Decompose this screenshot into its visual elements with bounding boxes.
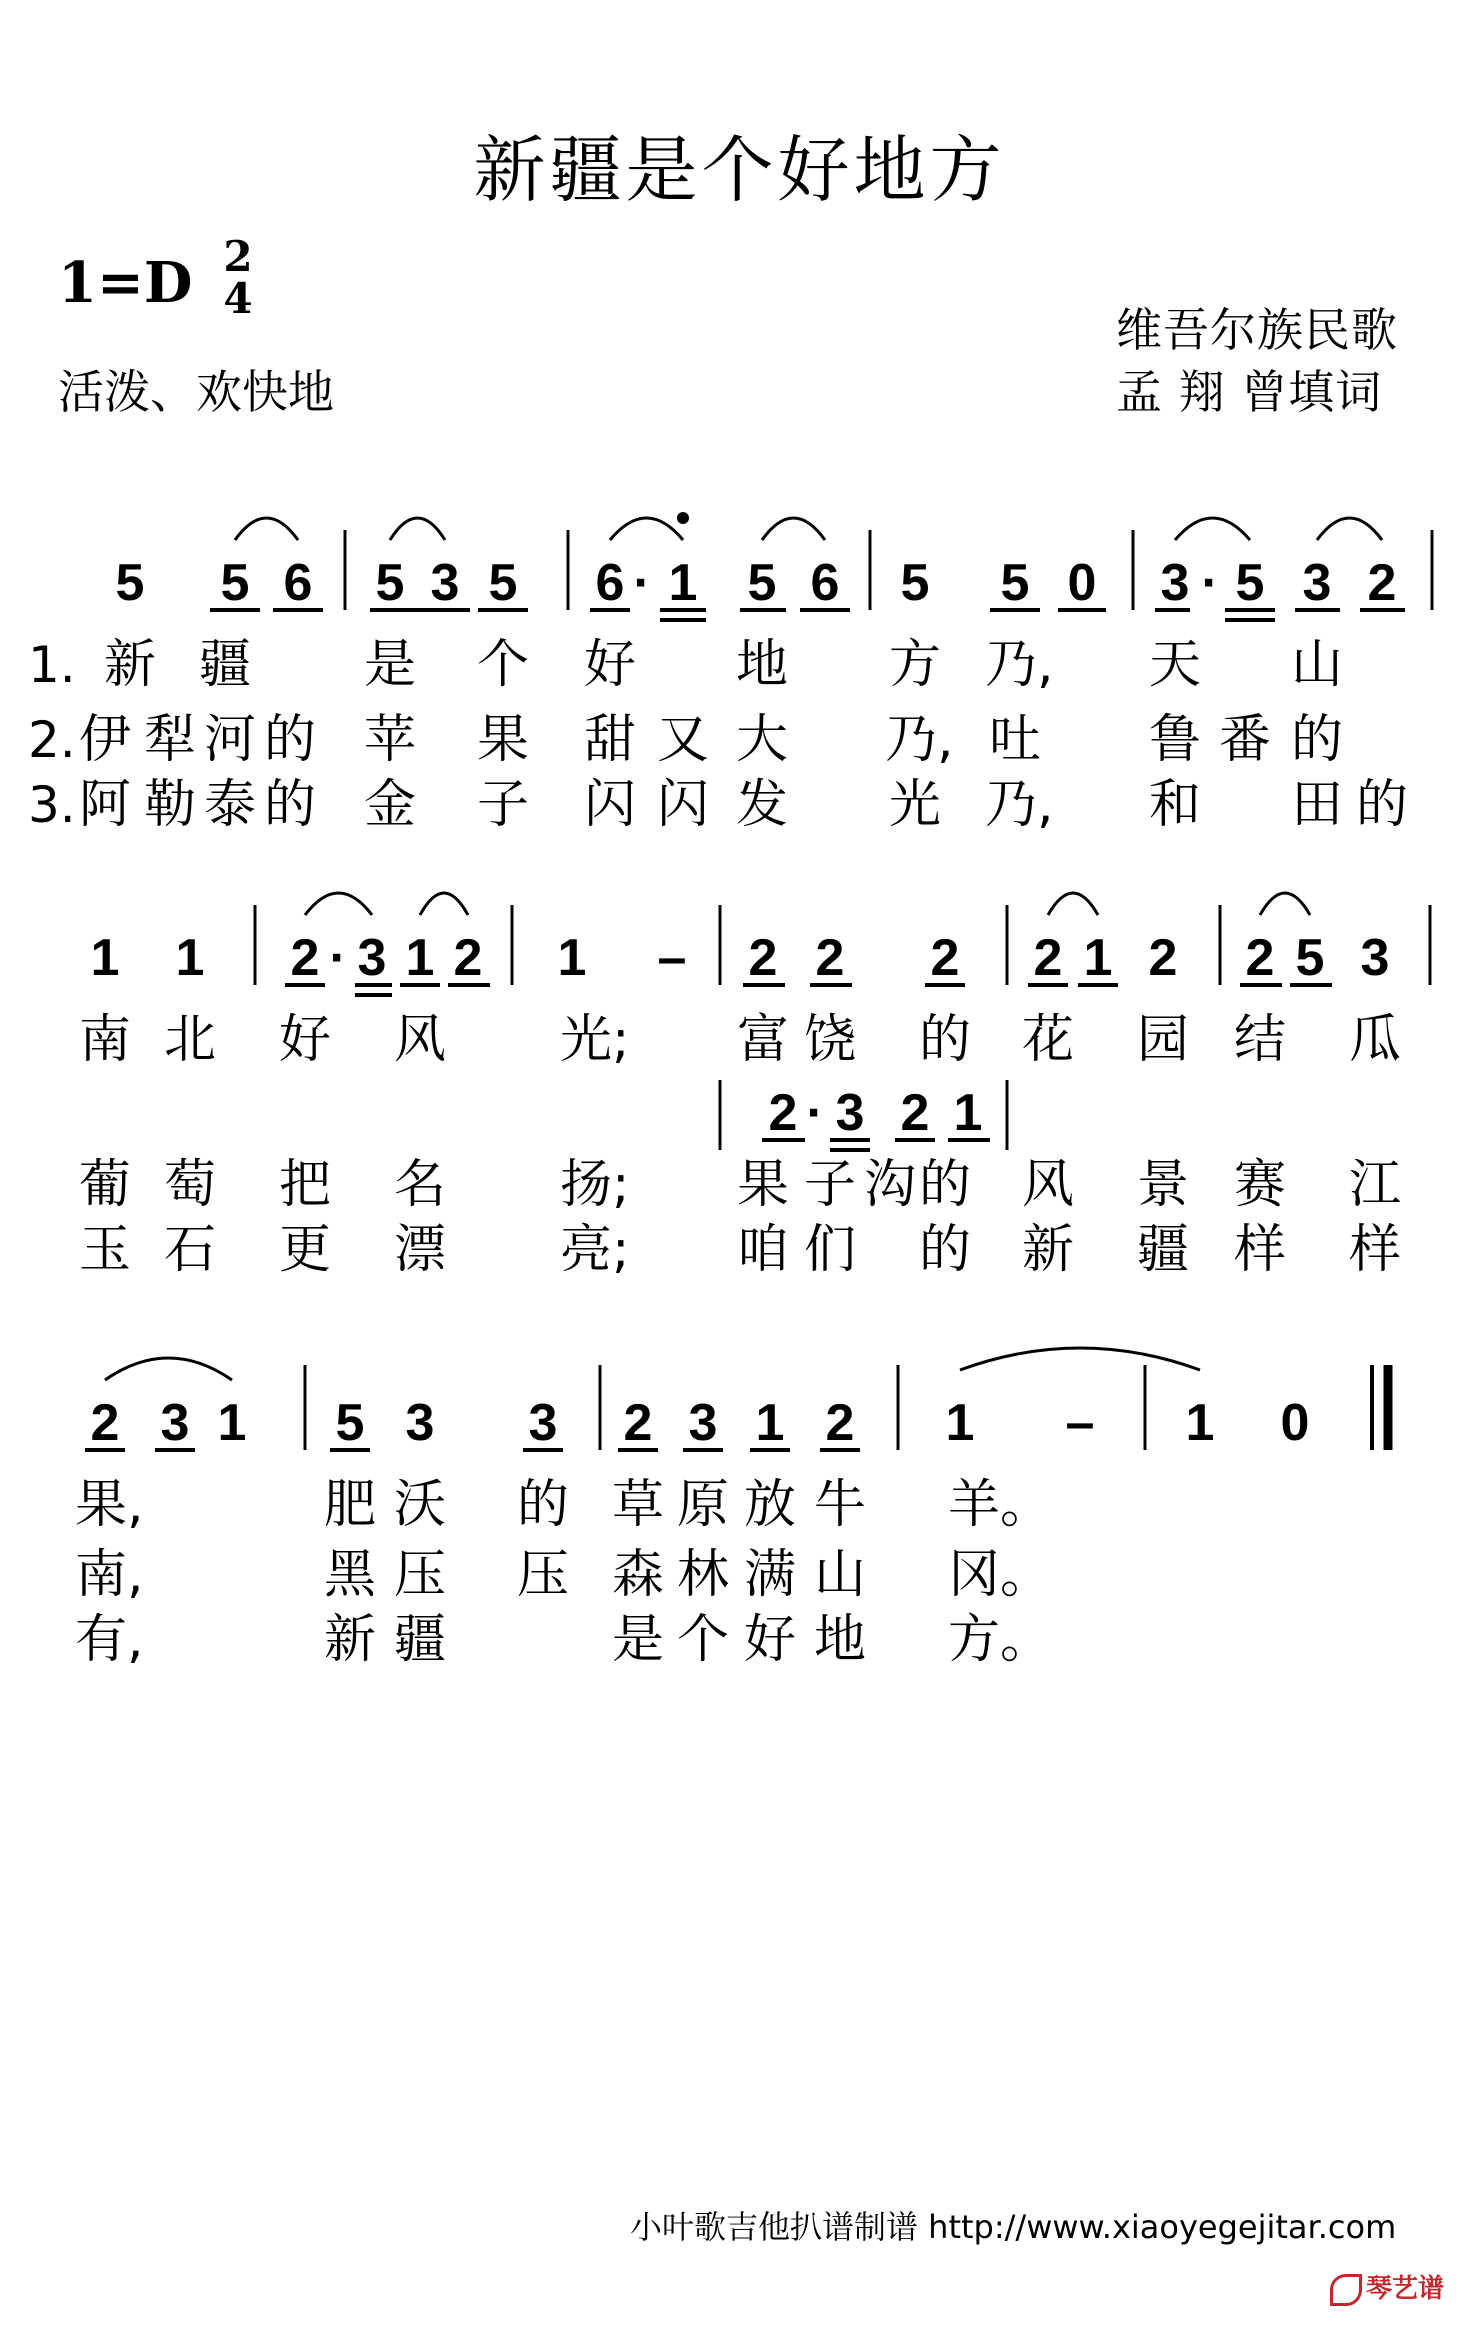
note: 1 (668, 554, 698, 612)
note: 3 (688, 1394, 718, 1452)
lyric-syllable: 样 (1348, 1220, 1401, 1280)
slur (1260, 893, 1310, 915)
lyric-syllable: 天 (1148, 635, 1201, 695)
lyric-syllable: 果, (75, 1475, 144, 1535)
lyric-syllable: 萄 (163, 1155, 216, 1215)
lyric-syllable: 压 (516, 1545, 569, 1605)
lyric-syllable: 乃, (985, 775, 1054, 835)
slur (762, 518, 825, 540)
lyric-syllable: 名 (393, 1155, 446, 1215)
note: 2 (930, 929, 960, 987)
lyric-syllable: 光 (888, 775, 941, 835)
lyric-syllable: 乃, (985, 635, 1054, 695)
lyric-syllable: 风 (393, 1010, 446, 1070)
note: 3 (1302, 554, 1332, 612)
lyric-syllable: 沟 (863, 1155, 916, 1215)
lyric-syllable: 森 (611, 1545, 664, 1605)
lyric-syllable: 石 (163, 1220, 216, 1280)
note: 1 (755, 1394, 785, 1452)
note: 1 (217, 1394, 247, 1452)
note: 6 (283, 554, 313, 612)
lyric-syllable: 乃, (885, 710, 954, 770)
site-logo (1330, 2268, 1444, 2306)
lyric-syllable: 犁 (143, 710, 196, 770)
note: 2 (748, 929, 778, 987)
lyric-syllable: 的 (918, 1010, 971, 1070)
lyric-syllable: 牛 (813, 1475, 866, 1535)
lyric-syllable: 阿 (78, 775, 131, 835)
lyric-syllable: 北 (163, 1010, 216, 1070)
note: 1 (175, 929, 205, 987)
lyric-syllable: 方 (888, 635, 941, 695)
lyric-syllable: 山 (813, 1545, 866, 1605)
note: 6 (810, 554, 840, 612)
alt-note: 1 (953, 1084, 983, 1142)
note: 2 (290, 929, 320, 987)
lyric-syllable: 个 (676, 1610, 729, 1670)
note: 5 (220, 554, 250, 612)
lyric-syllable: 园 (1136, 1010, 1189, 1070)
note: 2 (1148, 929, 1178, 987)
lyric-syllable: 大 (735, 710, 788, 770)
lyric-syllable: 新 (103, 635, 156, 695)
dash-sustain: – (1065, 1394, 1095, 1452)
lyric-syllable: 新 (323, 1610, 376, 1670)
note: 1 (90, 929, 120, 987)
lyric-syllable: 的 (263, 775, 316, 835)
lyric-syllable: 冈。 (948, 1545, 1053, 1605)
lyric-syllable: 闪 (583, 775, 636, 835)
lyric-syllable: 的 (918, 1220, 971, 1280)
note: 5 (1295, 929, 1325, 987)
lyric-syllable: 又 (656, 710, 709, 770)
slur (390, 518, 445, 540)
note: 0 (1280, 1394, 1310, 1452)
note: 5 (488, 554, 518, 612)
lyric-syllable: 山 (1290, 635, 1343, 695)
note: 5 (900, 554, 930, 612)
note: 2 (623, 1394, 653, 1452)
lyric-syllable: 苹 (363, 710, 416, 770)
note: 2 (1367, 554, 1397, 612)
note: 5 (1000, 554, 1030, 612)
slur (960, 1348, 1200, 1370)
note: 2 (90, 1394, 120, 1452)
lyric-syllable: 赛 (1233, 1155, 1286, 1215)
tempo-marking: 活泼、欢快地 (58, 365, 334, 419)
note: 5 (115, 554, 145, 612)
lyric-syllable: 光; (560, 1010, 630, 1070)
lyric-syllable: 好 (278, 1010, 331, 1070)
lyric-syllable: 咱 (736, 1220, 789, 1280)
note: 5 (1235, 554, 1265, 612)
note: 3 (160, 1394, 190, 1452)
lyric-syllable: 金 (363, 775, 416, 835)
note: 1 (1185, 1394, 1215, 1452)
note: 5 (375, 554, 405, 612)
lyric-syllable: 饶 (803, 1010, 856, 1070)
lyric-syllable: 满 (743, 1545, 796, 1605)
slur (305, 893, 372, 915)
note: 3 (1360, 929, 1390, 987)
lyric-syllable: 花 (1021, 1010, 1074, 1070)
lyric-syllable: 个 (476, 635, 529, 695)
lyric-syllable: 是 (611, 1610, 664, 1670)
octave-dot (677, 512, 689, 524)
lyric-syllable: 勒 (143, 775, 196, 835)
slur (1048, 893, 1098, 915)
note: 6 (595, 554, 625, 612)
time-signature-bottom: 4 (223, 274, 253, 323)
logo-icon (1330, 2274, 1362, 2306)
lyric-syllable: 新 (1021, 1220, 1074, 1280)
lyric-syllable: 子 (476, 775, 529, 835)
dash-sustain: – (657, 929, 687, 987)
lyric-syllable: 南 (78, 1010, 131, 1070)
footer-credit: 小叶歌吉他扒谱制谱 http://www.xiaoyegejitar.com (630, 2208, 1397, 2246)
lyric-syllable: 原 (676, 1475, 729, 1535)
lyric-syllable: 子 (803, 1155, 856, 1215)
lyric-syllable: 肥 (323, 1475, 376, 1535)
lyric-syllable: 果 (476, 710, 529, 770)
lyric-syllable: 田 (1290, 775, 1343, 835)
dot-augmentation: · (1201, 554, 1219, 612)
lyric-syllable: 结 (1233, 1010, 1286, 1070)
lyric-syllable: 发 (735, 775, 788, 835)
lyric-syllable: 更 (278, 1220, 331, 1280)
lyric-syllable: 的 (918, 1155, 971, 1215)
song-origin: 维吾尔族民歌 (1116, 303, 1398, 357)
lyric-syllable: 鲁 (1148, 710, 1201, 770)
lyric-syllable: 地 (735, 635, 788, 695)
lyric-syllable: 的 (1355, 775, 1408, 835)
lyric-syllable: 林 (676, 1545, 729, 1605)
lyric-syllable: 葡 (78, 1155, 131, 1215)
slur (1175, 518, 1250, 540)
verse-number: 1. (28, 636, 76, 694)
lyric-syllable: 草 (611, 1475, 664, 1535)
verse-number: 2. (28, 711, 76, 769)
lyric-syllable: 果 (736, 1155, 789, 1215)
alt-note: 3 (835, 1084, 865, 1142)
lyric-syllable: 把 (278, 1155, 331, 1215)
lyric-syllable: 风 (1021, 1155, 1074, 1215)
lyric-syllable: 闪 (656, 775, 709, 835)
slur (420, 893, 468, 915)
lyric-syllable: 方。 (948, 1610, 1053, 1670)
verse-number: 3. (28, 776, 76, 834)
note: 3 (405, 1394, 435, 1452)
lyric-syllable: 有, (75, 1610, 144, 1670)
note: 2 (825, 1394, 855, 1452)
lyric-syllable: 江 (1348, 1155, 1401, 1215)
alt-note: 2 (900, 1084, 930, 1142)
lyric-syllable: 疆 (198, 635, 251, 695)
note: 3 (528, 1394, 558, 1452)
slur (1317, 518, 1382, 540)
note: 1 (945, 1394, 975, 1452)
lyric-syllable: 好 (583, 635, 636, 695)
lyric-syllable: 地 (813, 1610, 866, 1670)
lyric-syllable: 样 (1233, 1220, 1286, 1280)
lyric-syllable: 黑 (323, 1545, 376, 1605)
note: 1 (557, 929, 587, 987)
lyric-syllable: 羊。 (948, 1475, 1053, 1535)
dot-augmentation: · (633, 554, 651, 612)
alt-note: 2 (768, 1084, 798, 1142)
lyric-syllable: 疆 (393, 1610, 446, 1670)
note: 5 (335, 1394, 365, 1452)
key-signature: 1=D (58, 250, 193, 316)
lyric-syllable: 的 (516, 1475, 569, 1535)
song-title: 新疆是个好地方 (473, 128, 1006, 212)
note: 1 (1083, 929, 1113, 987)
lyric-syllable: 的 (1290, 710, 1343, 770)
note: 2 (1033, 929, 1063, 987)
lyric-syllable: 们 (803, 1220, 856, 1280)
lyric-syllable: 泰 (203, 775, 256, 835)
lyric-syllable: 甜 (583, 710, 636, 770)
slur (610, 518, 683, 540)
note: 3 (1160, 554, 1190, 612)
lyric-syllable: 南, (75, 1545, 144, 1605)
lyric-syllable: 沃 (393, 1475, 446, 1535)
dot-augmentation: · (806, 1084, 824, 1142)
lyric-syllable: 是 (363, 635, 416, 695)
lyric-syllable: 瓜 (1348, 1010, 1401, 1070)
slur (235, 518, 298, 540)
lyric-syllable: 河 (203, 710, 256, 770)
note: 3 (357, 929, 387, 987)
lyric-syllable: 和 (1148, 775, 1201, 835)
lyric-syllable: 好 (743, 1610, 796, 1670)
lyric-syllable: 景 (1136, 1155, 1189, 1215)
logo-text: 琴艺谱 (1366, 2274, 1445, 2304)
lyric-syllable: 亮; (560, 1220, 630, 1280)
lyricist-credit: 孟 翔 曾填词 (1116, 365, 1383, 419)
note: 2 (453, 929, 483, 987)
dot-augmentation: · (329, 929, 347, 987)
lyric-syllable: 压 (393, 1545, 446, 1605)
note: 2 (815, 929, 845, 987)
note: 5 (747, 554, 777, 612)
time-signature-top: 2 (223, 232, 253, 281)
lyric-syllable: 放 (743, 1475, 796, 1535)
lyric-syllable: 番 (1218, 710, 1271, 770)
note: 0 (1067, 554, 1097, 612)
note: 3 (430, 554, 460, 612)
lyric-syllable: 伊 (78, 710, 131, 770)
note: 1 (405, 929, 435, 987)
slur (105, 1358, 232, 1380)
lyric-syllable: 漂 (393, 1220, 446, 1280)
lyric-syllable: 吐 (988, 710, 1041, 770)
lyric-syllable: 扬; (560, 1155, 630, 1215)
lyric-syllable: 疆 (1136, 1220, 1189, 1280)
lyric-syllable: 富 (736, 1010, 789, 1070)
note: 2 (1245, 929, 1275, 987)
lyric-syllable: 玉 (78, 1220, 131, 1280)
lyric-syllable: 的 (263, 710, 316, 770)
